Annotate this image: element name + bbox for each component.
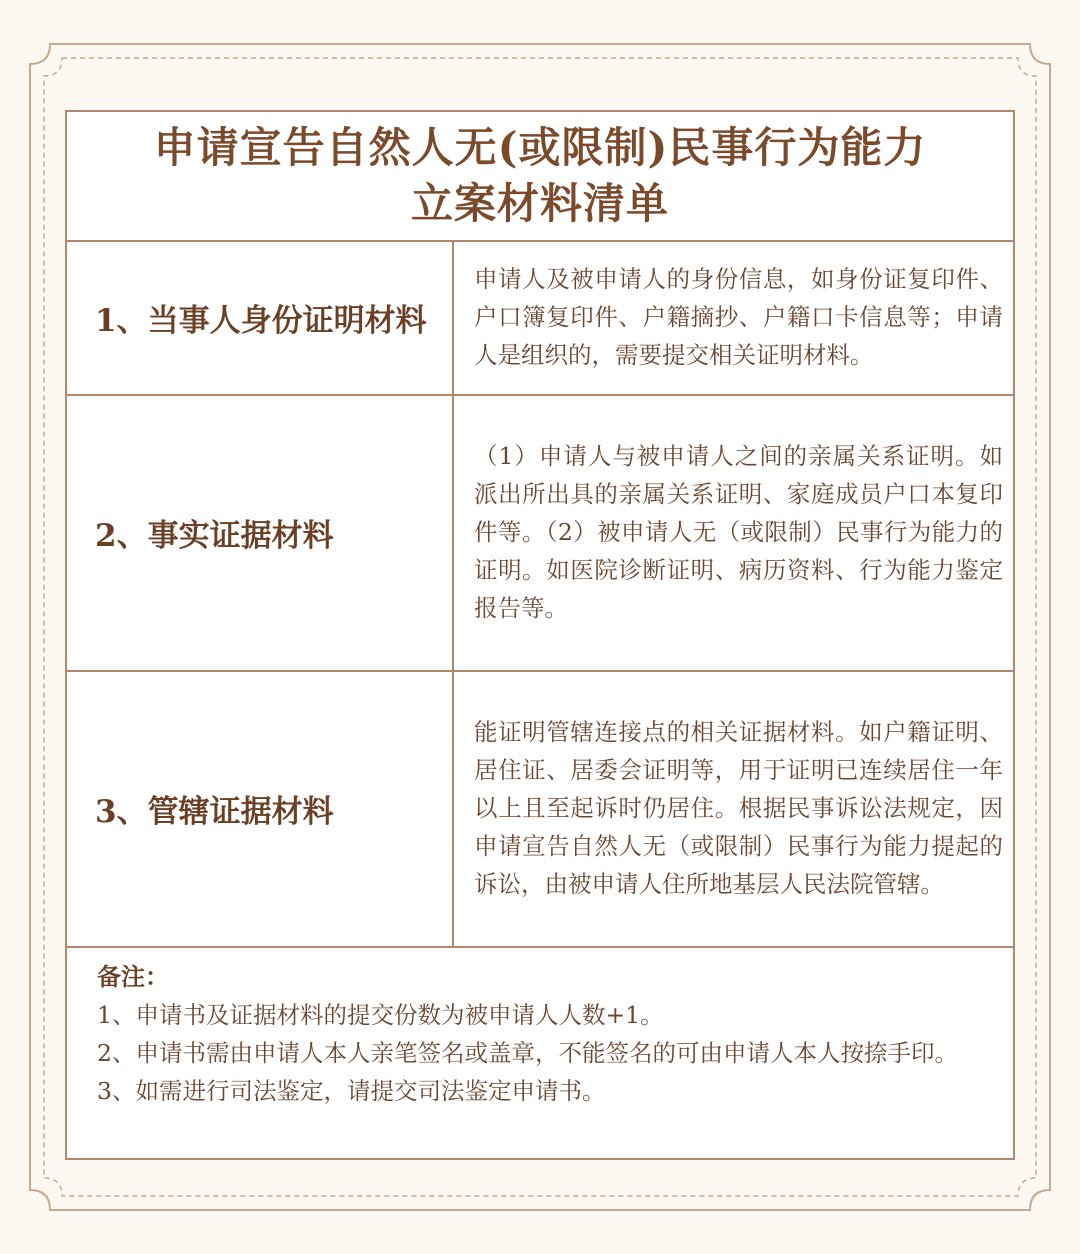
- row-label: 3、管辖证据材料: [67, 670, 454, 946]
- row-label: 1、当事人身份证明材料: [67, 240, 454, 394]
- notes-title: 备注：: [97, 962, 169, 991]
- row-label: 2、事实证据材料: [67, 394, 454, 670]
- row-content-text: 申请人及被申请人的身份信息，如身份证复印件、户口簿复印件、户籍摘抄、户籍口卡信息等；申请人是组织的，需要提交相关证明材料。: [474, 265, 1003, 369]
- note-item: 2、申请书需由申请人本人亲笔签名或盖章，不能签名的可由申请人本人按捺手印。: [97, 1039, 958, 1067]
- materials-checklist-table: [65, 110, 1015, 1160]
- row-content: [454, 240, 1013, 394]
- row-content-text: 能证明管辖连接点的相关证据材料。如户籍证明、居住证、居委会证明等，用于证明已连续居住一年以上且至起诉时仍居住。根据民事诉讼法规定，因申请宣告自然人无（或限制）民事行为能力提起的诉讼，由被申请人住所地基层人民法院管辖。: [474, 718, 1003, 898]
- title-line-2: 立案材料清单: [410, 179, 669, 228]
- page-title: [67, 112, 1013, 242]
- table-row: [67, 670, 1013, 948]
- row-content-text: （1）申请人与被申请人之间的亲属关系证明。如派出所出具的亲属关系证明、家庭成员户口本复印件等。（2）被申请人无（或限制）民事行为能力的证明。如医院诊断证明、病历资料、行为能力鉴定报告等。: [474, 442, 1003, 622]
- notes-section: [67, 946, 1013, 1110]
- title-line-1: 申请宣告自然人无(或限制)民事行为能力: [153, 123, 927, 172]
- row-content: [454, 394, 1013, 670]
- table-row: [67, 240, 1013, 396]
- note-item: 3、如需进行司法鉴定，请提交司法鉴定申请书。: [97, 1077, 606, 1105]
- row-content: [454, 670, 1013, 946]
- note-item: 1、申请书及证据材料的提交份数为被申请人人数+1。: [97, 1001, 664, 1029]
- table-row: [67, 394, 1013, 672]
